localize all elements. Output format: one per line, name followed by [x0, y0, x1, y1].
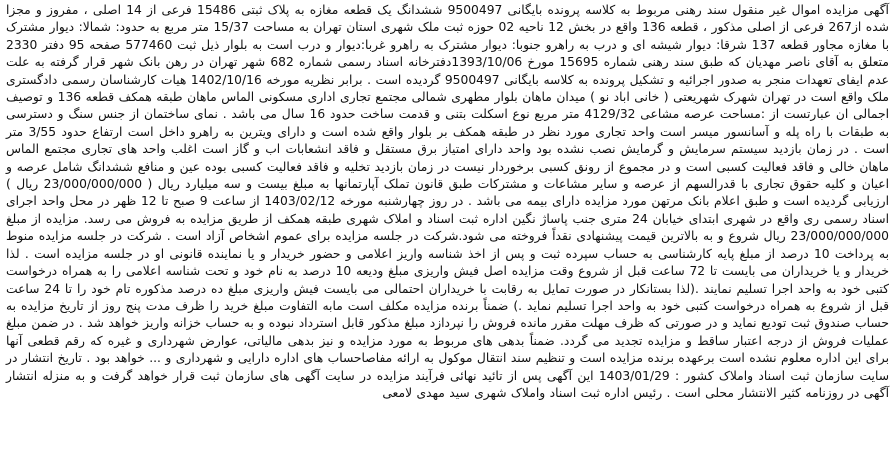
- auction-notice-text: آگهی مزایده اموال غیر منقول سند رهنی مربوط به کلاسه پرونده بایگانی 9500497 ششدانگ یک قطعه مغازه به پلاک ثبتی 15486 فرعی از 14 اصلی ، مفروز و مجزا شده از267 فرعی از اصلی مذکور ، قطعه 136 واقع در بخش 12 ناحیه 02 حوزه ثبت ملک شهری استان تهران به مساحت 15/37 متر مربع به حدود: شمالا: دیوار مشترک با مغازه مجاور قطعه 137 شرقا: دیوار شیشه ای و درب به راهرو جنوبا: دیوار مشترک به راهرو غربا:دیوار و درب است به بلوار ذیل ثبت 577460 صفحه 95 دفتر 2330 متعلق به آقای ناصر مهدیان که طبق سند رهنی شماره 15695 مورخ 1393/10/06دفترخانه اسناد رسمی شماره 682 شهر تهران در رهن بانک شهر قرار گرفته به علت عدم ایفای تعهدات منجر به صدور اجرائیه و تشکیل پرونده به کلاسه بایگانی 9500497 گردیده است . برابر نظریه مورخه 1402/10/16 هیات کارشناسان رسمی دادگستری ملک واقع است در تهران شهرک شهریعتی ( خانی اباد نو ) میدان ماهان بلوار مطهری شمالی مجتمع تجاری اداری مسکونی الماس ماهان طبقه همکف قطعه 136 و توصیف اجمالی ان عبارتست از :مساحت عرصه مشاعی 4129/32 متر مربع نوع اسکلت بتنی و قدمت ساخت حدود 16 سال می باشد . نمای ساختمان از جنس سنگ و دسترسی به طبقات با راه پله و آسانسور میسر است واحد تجاری مورد نظر در طبقه همکف بر بلوار واقع شده است و دارای ویترین به راهرو داخل است ارتفاع حدود 3/55 متر است . در زمان بازدید سیستم سرمایش و گرمایش نصب نشده بود واحد دارای امتیاز برق مستقل و فاقد انشعابات اب و گاز است اغلب واحد های تجاری مجتمع الماس ماهان خالی و فاقد فعالیت کسبی است و در مجموع از رونق کسبی برخوردار نیست در زمان بازدید تخلیه و فاقد فعالیت کسبی بوده عین و منافع ششدانگ شامل عرصه و اعیان و کلیه حقوق تجاری با قدرالسهم از عرصه و سایر مشاعات و مشترکات طبق قانون تملک آپارتمانها به مبلغ بیست و سه میلیارد ریال ( 23/000/000/000 ریال ) ارزیابی گردیده است و طبق اعلام بانک مرتهن مورد مزایده دارای بیمه می باشد . در روز چهارشنبه مورخه 1403/02/12 از ساعت 9 صبح تا 12 ظهر در محل واحد اجرای اسناد رسمی ری واقع در شهری ابتدای خیابان 24 متری جنب پاساژ نگین اداره ثبت اسناد و املاک شهری طبقه همکف از طریق مزایده به فروش می رسد. مزایده از مبلغ 23/000/000/000 ریال شروع و به بالاترین قیمت پیشنهادی نقداً فروخته می شود.شرکت در جلسه مزایده برای عموم اشخاص آزاد است . شرکت در جلسه مزایده منوط به پرداخت 10 درصد از مبلغ پایه کارشناسی به حساب سپرده ثبت و پس از اخذ شناسه واریز اعلامی و حضور خریدار و یا نماینده قانونی او در جلسه مزایده است . لذا خریدار و یا خریداران می بایست تا 72 ساعت قبل از شروع وقت مزایده اصل فیش واریزی مبلغ ودیعه 10 درصد به نام خود و تحت شناسه اعلامی را به همراه درخواست کتبی خود به واحد اجرا تسلیم نمایند .(لذا بستانکار در صورت تمایل به رقابت با خریداران احتمالی می بایست فیش واریزی مبلغ ده درصد مذکوره تام خود را تا 24 ساعت قبل از شروع به همراه درخواست کتبی خود به واحد اجرا تسلیم نماید .) ضمناً برنده مزایده مکلف است مابه التفاوت مبلغ خرید را ظرف مدت پنج روز از تاریخ مزایده به حساب صندوق ثبت تودیع نماید و در صورتی که ظرف مهلت مقرر مانده فروش را نپردازد مبلغ مذکور قابل استرداد نبوده و به حساب خزانه واریز خواهد شد . در ضمن مبلغ عملیات فروش از درجه اعتبار ساقط و مزایده تجدید می گردد. ضمناً بدهی های مربوط به مورد مزایده و نیز بدهی مالیاتی، عوارض شهرداری و غیره که رقم قطعی آنها برای این اداره معلوم نشده است برعهده برنده مزایده است و تنظیم سند انتقال موکول به ارائه مفاصاحساب های اداره دارایی و شهرداری و ... خواهد بود . تاریخ انتشار در سایت سازمان ثبت اسناد واملاک کشور : 1403/01/29 این آگهی پس از تائید نهائی فرآیند مزایده در سایت آگهی های سازمان ثبت قرار خواهد گرفت و به منزله انتشار آگهی در روزنامه کثیر الانتشار محلی است . رئیس اداره ثبت اسناد واملاک شهری سید مهدی لامعی: [6, 3, 890, 400]
